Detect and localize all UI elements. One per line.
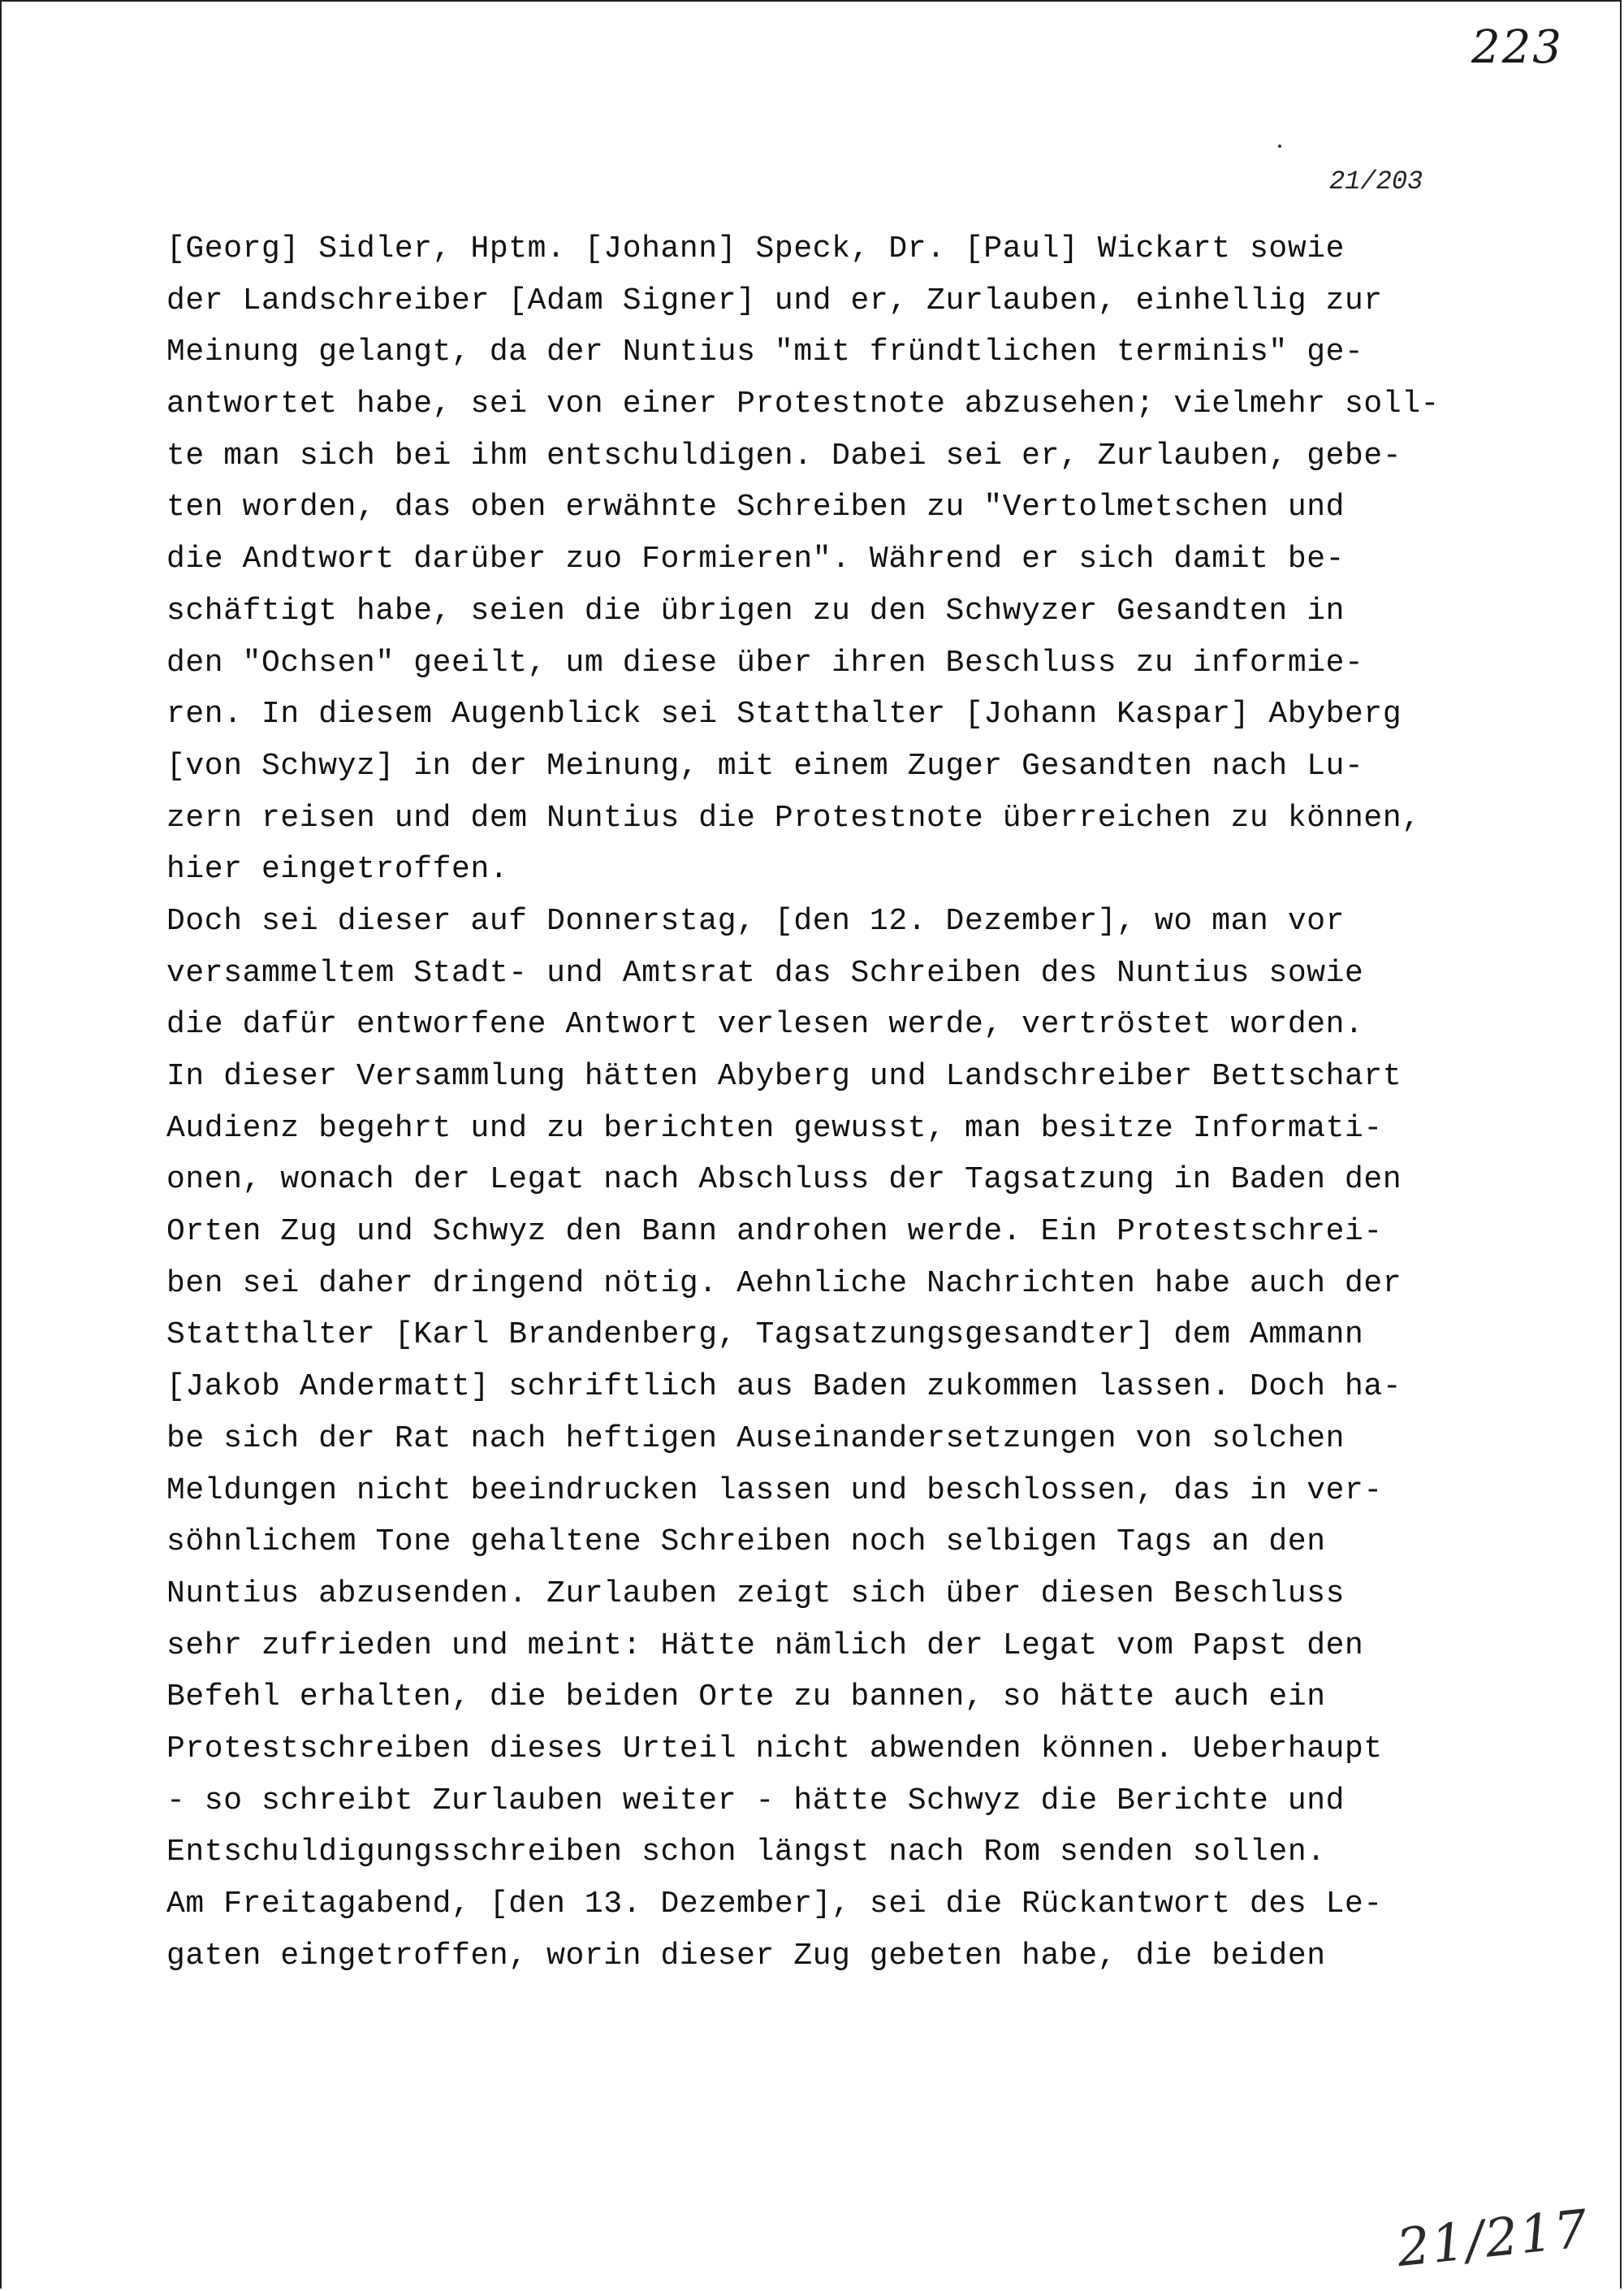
text-line: die dafür entworfene Antwort verlesen werde, vertröstet worden.	[166, 1007, 1364, 1043]
text-line: den "Ochsen" geeilt, um diese über ihren Beschluss zu informie-	[166, 645, 1364, 681]
text-line: [Georg] Sidler, Hptm. [Johann] Speck, Dr. [Paul] Wickart sowie	[166, 231, 1345, 266]
text-line: In dieser Versammlung hätten Abyberg und Landschreiber Bettschart	[166, 1059, 1402, 1094]
text-line: Entschuldigungsschreiben schon längst nach Rom senden sollen.	[166, 1835, 1326, 1870]
text-line: ren. In diesem Augenblick sei Statthalter [Johann Kaspar] Abyberg	[166, 697, 1402, 733]
scan-speck	[1278, 145, 1281, 148]
text-line: hier eingetroffen.	[166, 852, 509, 888]
text-line: [von Schwyz] in der Meinung, mit einem Zuger Gesandten nach Lu-	[166, 748, 1364, 784]
text-line: [Jakob Andermatt] schriftlich aus Baden zukommen lassen. Doch ha-	[166, 1369, 1402, 1405]
reference-number: 21/203	[1329, 166, 1423, 197]
handwritten-folio-number: 223	[1471, 21, 1563, 74]
text-line: - so schreibt Zurlauben weiter - hätte Schwyz die Berichte und	[166, 1783, 1345, 1818]
text-line: Orten Zug und Schwyz den Bann androhen werde. Ein Protestschrei-	[166, 1214, 1383, 1250]
text-line: Meinung gelangt, da der Nuntius "mit fründtlichen terminis" ge-	[166, 335, 1364, 370]
text-line: versammeltem Stadt- und Amtsrat das Schreiben des Nuntius sowie	[166, 955, 1364, 991]
text-line: antwortet habe, sei von einer Protestnote abzusehen; vielmehr soll-	[166, 387, 1440, 422]
handwritten-page-number: 21/217	[1393, 2198, 1592, 2280]
text-line: Meldungen nicht beeindrucken lassen und beschlossen, das in ver-	[166, 1472, 1383, 1508]
text-line: Protestschreiben dieses Urteil nicht abwenden können. Ueberhaupt	[166, 1731, 1383, 1766]
text-line: Statthalter [Karl Brandenberg, Tagsatzungsgesandter] dem Ammann	[166, 1317, 1364, 1353]
text-line: der Landschreiber [Adam Signer] und er, Zurlauben, einhellig zur	[166, 283, 1383, 318]
text-line: Doch sei dieser auf Donnerstag, [den 12. Dezember], wo man vor	[166, 903, 1345, 939]
text-line: zern reisen und dem Nuntius die Protestnote überreichen zu können,	[166, 800, 1421, 836]
text-line: ten worden, das oben erwähnte Schreiben zu "Vertolmetschen und	[166, 490, 1345, 525]
document-body	[166, 223, 1440, 1982]
text-line: gaten eingetroffen, worin dieser Zug gebeten habe, die beiden	[166, 1938, 1326, 1973]
text-line: ben sei daher dringend nötig. Aehnliche Nachrichten habe auch der	[166, 1265, 1402, 1301]
text-line: Audienz begehrt und zu berichten gewusst, man besitze Informati-	[166, 1110, 1383, 1146]
text-line: onen, wonach der Legat nach Abschluss der Tagsatzung in Baden den	[166, 1162, 1402, 1198]
text-line: sehr zufrieden und meint: Hätte nämlich der Legat vom Papst den	[166, 1627, 1364, 1663]
text-line: be sich der Rat nach heftigen Auseinandersetzungen von solchen	[166, 1420, 1345, 1456]
text-line: schäftigt habe, seien die übrigen zu den Schwyzer Gesandten in	[166, 593, 1345, 629]
text-line: Am Freitagabend, [den 13. Dezember], sei die Rückantwort des Le-	[166, 1887, 1383, 1921]
text-line: söhnlichem Tone gehaltene Schreiben noch selbigen Tags an den	[166, 1524, 1326, 1560]
text-line: te man sich bei ihm entschuldigen. Dabei sei er, Zurlauben, gebe-	[166, 438, 1402, 473]
text-line: Nuntius abzusenden. Zurlauben zeigt sich über diesen Beschluss	[166, 1576, 1345, 1611]
text-line: Befehl erhalten, die beiden Orte zu bannen, so hätte auch ein	[166, 1679, 1326, 1715]
text-line: die Andtwort darüber zuo Formieren". Während er sich damit be-	[166, 542, 1345, 577]
